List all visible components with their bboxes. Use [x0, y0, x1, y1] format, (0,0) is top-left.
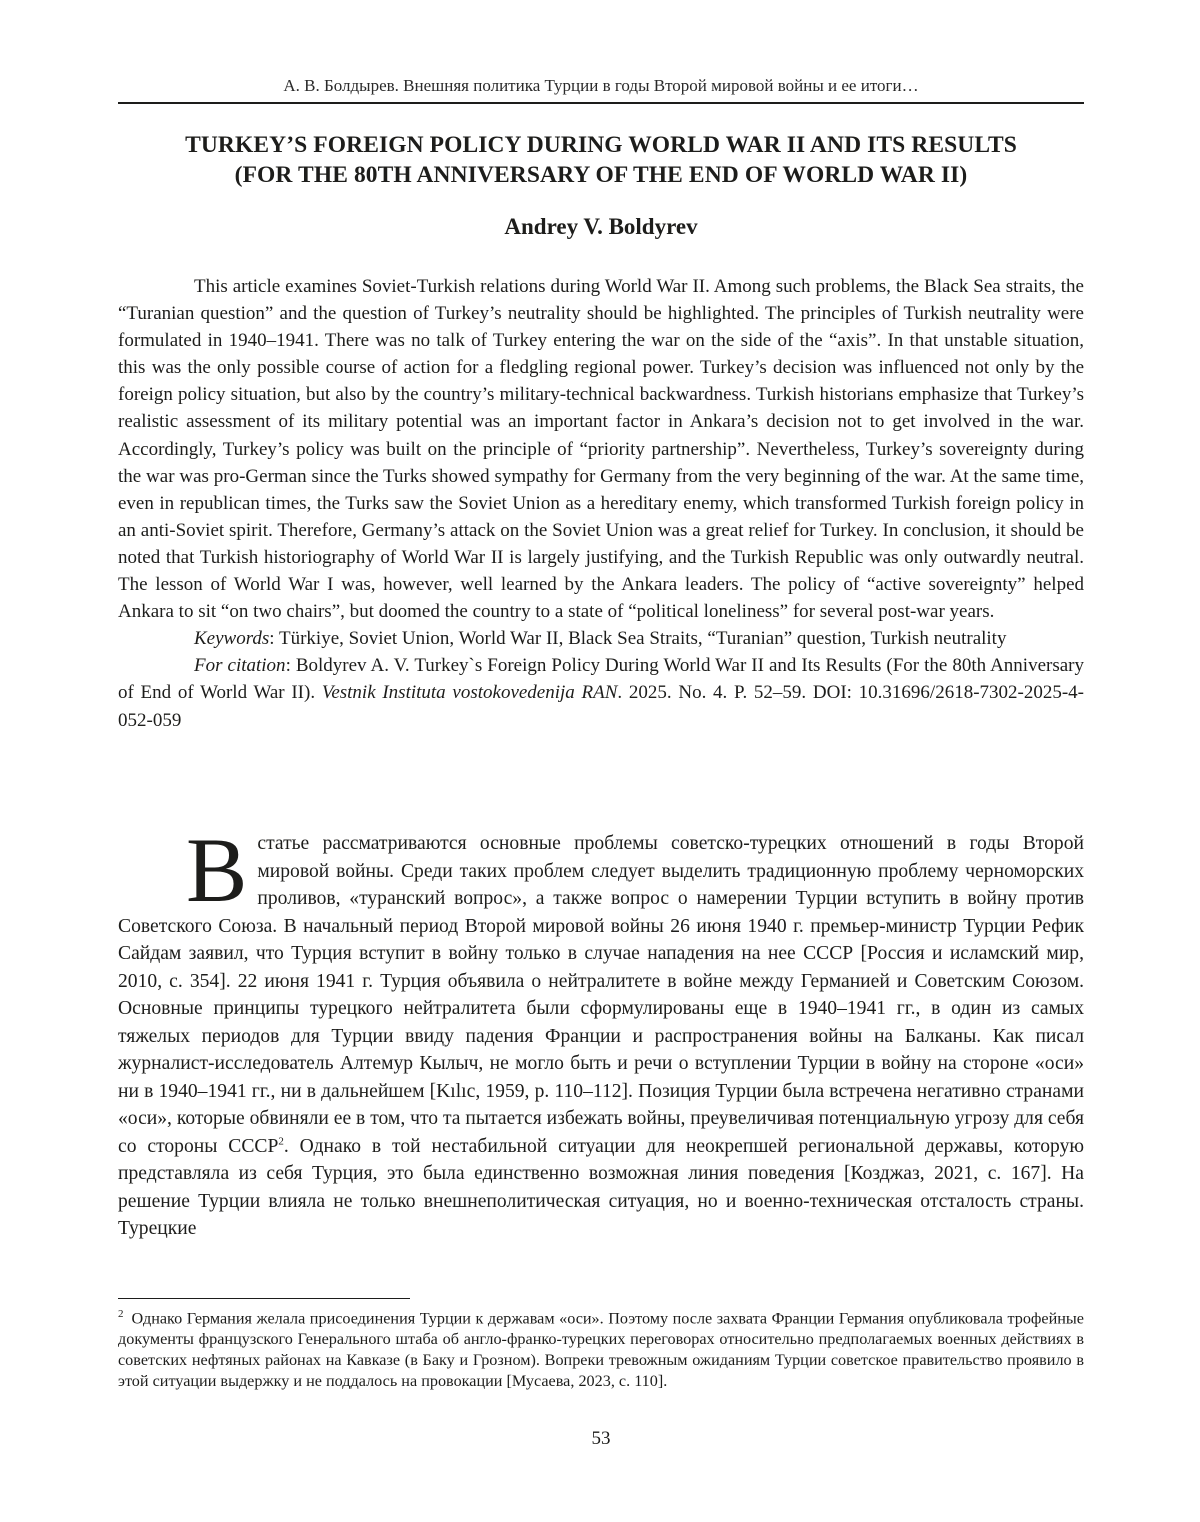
drop-cap: В — [186, 819, 248, 921]
footnote-number: 2 — [118, 1308, 124, 1320]
citation — [118, 652, 1084, 733]
keywords-label: Keywords — [194, 628, 270, 650]
keywords — [118, 625, 1084, 652]
citation-doi: . 2025. No. 4. P. 52–59. DOI: 10.31696/2618-7302-2025-4-052-059 — [118, 682, 1084, 731]
page-number: 53 — [591, 1428, 611, 1449]
body-paragraph — [118, 819, 1085, 1243]
citation-label: For citation — [194, 655, 286, 677]
running-head: А. В. Болдырев. Внешняя политика Турции в годы Второй мировой войны и ее итоги… — [283, 76, 919, 95]
article-title-line-1: TURKEY’S FOREIGN POLICY DURING WORLD WAR II AND ITS RESULTS — [185, 132, 1017, 158]
body-text-part-2: . Однако в той нестабильной ситуации для неокрепшей региональной державы, которую представляла из себя Турция, это была единственно возможная линия поведения [Козджаз, 2021, с. 167]. На решение Турции влияла не только внешнеполитическая ситуация, но и военно-техническая отсталость страны. Турецкие — [118, 1135, 1085, 1239]
keywords-text: : Türkiye, Soviet Union, World War II, Black Sea Straits, “Turanian” question, Turkish neutrality — [269, 628, 1007, 650]
citation-journal: Vestnik Instituta vostokovedenija RAN — [321, 682, 618, 704]
footnote-text: Однако Германия желала присоединения Турции к державам «оси». Поэтому после захвата Франции Германия опубликовала трофейные документы французского Генерального штаба об англо-франко-турецких переговорах относительно предполагаемых военных действиях в советских нефтяных районах на Кавказе (в Баку и Грозном). Вопреки тревожным ожиданиям Турции советское правительство проявило в этой ситуации выдержку и не поддалось на провокации [Мусаева, 2023, с. 110]. — [118, 1309, 1084, 1390]
header-rule — [118, 102, 1084, 104]
footnote — [118, 1304, 1084, 1392]
body-text-part-1: статье рассматриваются основные проблемы советско-турецких отношений в годы Второй мировой войны. Среди таких проблем следует выделить традиционную проблему черноморских проливов, «туранский вопрос», а также вопрос о намерении Турции вступить в войну против Советского Союза. В начальный период Второй мировой войны 26 июня 1940 г. премьер-министр Турции Рефик Сайдам заявил, что Турция вступит в войну только в случае нападения на нее СССР [Россия и исламский мир, 2010, с. 354]. 22 июня 1941 г. Турция объявила о нейтралитете в войне между Германией и Советским Союзом. Основные принципы турецкого нейтралитета были сформулированы еще в 1940–1941 гг., в один из самых тяжелых периодов для Турции ввиду падения Франции и распространения войны на Балканы. Как писал журналист-исследователь Алтемур Кылыч, не могло быть и речи о вступлении Турции в войну на стороне «оси» ни в 1940–1941 гг., ни в дальнейшем [Kılıc, 1959, p. 110–112]. Позиция Турции была встречена негативно странами «оси», которые обвиняли ее в том, что та пытается избежать войны, преувеличивая потенциальную угрозу для себя со стороны СССР — [118, 833, 1084, 1157]
author-name: Andrey V. Boldyrev — [504, 214, 698, 239]
footnote-reference[interactable]: 2 — [278, 1134, 284, 1147]
citation-text: : Boldyrev A. V. Turkey`s Foreign Policy During World War II and Its Results (For the 80th Anniversary of End of World War II). — [118, 655, 1084, 704]
footnote-rule — [118, 1298, 410, 1299]
abstract-text: This article examines Soviet-Turkish relations during World War II. Among such problems, the Black Sea straits, the “Turanian question” and the question of Turkey’s neutrality should be highlighted. The principles of Turkish neutrality were formulated in 1940–1941. There was no talk of Turkey entering the war on the side of the “axis”. In that unstable situation, this was the only possible course of action for a fledgling regional power. Turkey’s decision was influenced not only by the foreign policy situation, but also by the country’s military-technical backwardness. Turkish historians emphasize that Turkey’s realistic assessment of its military potential was an important factor in Ankara’s decision not to get involved in the war. Accordingly, Turkey’s policy was built on the principle of “priority partnership”. Nevertheless, Turkey’s sovereignty during the war was pro-German since the Turks showed sympathy for Germany from the very beginning of the war. At the same time, even in republican times, the Turks saw the Soviet Union as a hereditary enemy, which transformed Turkish foreign policy in an anti-Soviet spirit. Therefore, Germany’s attack on the Soviet Union was a great relief for Turkey. In conclusion, it should be noted that Turkish historiography of World War II is largely justifying, and the Turkish Republic was only outwardly neutral. The lesson of World War I was, however, well learned by the Ankara leaders. The policy of “active sovereignty” helped Ankara to sit “on two chairs”, but doomed the country to a state of “political loneliness” for several post-war years. — [118, 276, 1084, 623]
article-title — [110, 130, 1092, 190]
abstract — [118, 273, 1084, 734]
article-body — [118, 819, 1085, 1243]
article-title-line-2: (FOR THE 80TH ANNIVERSARY OF THE END OF WORLD WAR II) — [234, 162, 968, 188]
